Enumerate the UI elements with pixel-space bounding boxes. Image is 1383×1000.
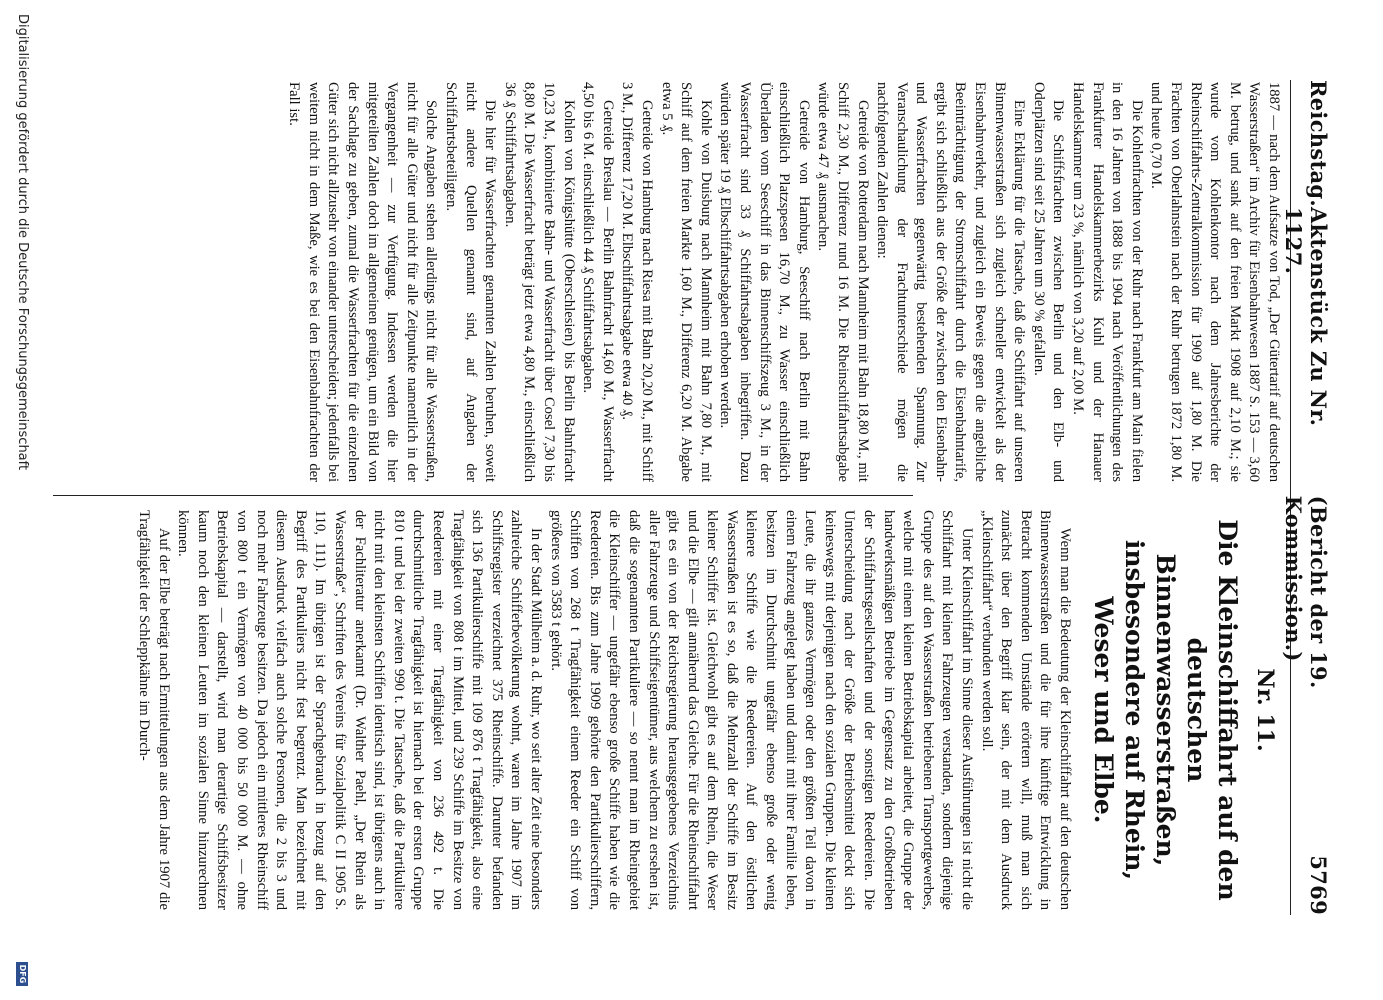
section-number: Nr. 11. bbox=[1252, 668, 1278, 752]
page-number: 5769 bbox=[1306, 855, 1331, 915]
paragraph: Die Kohlenfrachten von der Ruhr nach Frankfurt am Main fielen in den 16 Jahren von 1888 bis 1904 nach Veröffentlichungen des Frankfurter Handelskammerbezirks Kuhl und der Hanauer Handelskammer um 23 %, nämlich von 3,20 auf 2,00 M. bbox=[1070, 82, 1145, 482]
section-title: Die Kleinschiffahrt auf den deutschen Binnenwasserstraßen, insbesondere auf Rhein, Weser und Elbe. bbox=[1089, 519, 1242, 901]
paragraph: Die Schiffsfrachten zwischen Berlin und den Elb- und Oderplätzen sind seit 25 Jahren um 30 % gefallen. bbox=[1030, 82, 1067, 482]
column-divider bbox=[53, 495, 913, 496]
paragraph: Getreide von Hamburg nach Riesa mit Bahn 20,20 M., mit Schiff 3 M., Differenz 17,20 M. Elbschiffahrtsabgabe etwa 40 ₰. bbox=[619, 82, 655, 482]
paragraph: 1887 — nach dem Aufsatze von Tod, „Der Gütertarif auf deutschen Wasserstraßen“ im Archiv für Eisenbahnwesen 1887 S. 153 — 3,60 M. betrug, und sank auf den freien Markt 1908 auf 2,10 M.; sie wurde vom Kohlenkontor nach dem Jahresberichte der Rheinschiffahrts-Zentralkommission für 1909 auf 1,80 M. Die Frachten von Oberlahnstein nach der Ruhr betrugen 1872 1,80 M. und heute 0,70 M. bbox=[1148, 82, 1282, 482]
paragraph: In der Stadt Mülheim a. d. Ruhr, wo seit alter Zeit eine besonders zahlreiche Schifferbevölkerung wohnt, waren im Jahre 1907 im Schiffsregister verzeichnet 375 Rheinschiffe. Darunter befanden sich 136 Partikulierschiffe mit 109 876 t Tragfähigkeit, also eine Tragfähigkeit von 808 t im Mittel, und 239 Schiffe im Besitze von Reedereien mit einer Tragfähigkeit von 236 492 t. Die durchschnittliche Tragfähigkeit ist hiernach bei der ersten Gruppe 810 t und bei der zweiten 990 t. Die Tatsache, daß die Partikuliere nicht mit den kleinsten Schiffen identisch sind, ist übrigens auch in der Fachliteratur anerkannt (Dr. Walther Paehl, „Der Rhein als Wasserstraße“, Schriften des Vereins für Sozialpolitik C II 1905 S. 110, 111). Im übrigen ist der Sprachgebrauch in bezug auf den Begriff des Partikuliers nicht fest begrenzt. Man bezeichnet mit diesem Ausdruck vielfach auch solche Personen, die 2 bis 3 und noch mehr Fahrzeuge besitzen. Da jedoch ein mittleres Rheinschiff von 800 t ein Vermögen von 40 000 bis 50 000 M. — ohne Betriebskapital — darstellt, wird man derartige Schiffsbesitzer kaum noch den kleinen Leuten im sozialen Sinne hinzurechnen können. bbox=[175, 510, 544, 910]
paragraph: Getreide Breslau — Berlin Bahnfracht 14,60 M., Wasserfracht 4,50 bis 6 M. einschließlich 44 ₰ Schiffahrtsabgaben. bbox=[580, 82, 616, 482]
paragraph: Getreide von Hamburg, Seeschiff nach Berlin mit Bahn einschließlich Platzspesen 16,70 M., zu Wasser einschließlich Überladen vom Seeschiff in das Binnenschiffszeug 3 M., in der Wasserfracht sind 33 ₰ Schiffahrtsabgaben inbegriffen. Dazu würden später 19 ₰ Elbschiffahrtsabgaben erhoben werden. bbox=[717, 82, 812, 482]
header-paren: (Bericht der 19. Kommission.) bbox=[1281, 495, 1331, 689]
page-header bbox=[1281, 80, 1331, 915]
paragraph: Solche Angaben stehen allerdings nicht für alle Wasserstraßen, nicht für alle Güter und nicht für alle Zeitpunkte namentlich in der Vergangenheit — zur Verfügung. Indessen werden die hier mitgeteilten Zahlen doch im allgemeinen genügen, um ein Bild von der Sachlage zu geben, zumal die Wasserfrachten für die einzelnen Güter sich nicht allzusehr von einander unterscheiden; jedenfalls bei weitem nicht in dem Maße, wie es bei den Eisenbahnfrachten der Fall ist. bbox=[286, 82, 440, 482]
header-left: Reichstag. bbox=[1306, 80, 1331, 207]
header-center: Aktenstück Zu Nr. 1127. bbox=[1281, 206, 1331, 427]
paragraph: Unter Kleinschiffahrt im Sinne dieser Ausführungen ist nicht die Schiffahrt mit kleinen Fahrzeugen verstanden, sondern diejenige Gruppe des auf den Wasserstraßen betriebenen Transportgewerbes, welche mit einem kleinen Betriebskapital arbeitet, die Gruppe der handwerksmäßigen Betriebe im Gegensatz zu den Großbetrieben der Schiffahrtsgesellschaften und der sonstigen Reedereien. Die Unterscheidung nach der Größe der Betriebsmittel deckt sich keineswegs mit derjenigen nach den sozialen Gruppen. Die kleinen Leute, die ihr ganzes Vermögen oder den größten Teil davon in einem Fahrzeug angelegt haben und damit mit ihrer Familie leben, besitzen im Durchschnitt ungefähr ebenso große oder wenig kleinere Schiffe wie die Reedereien. Auf den östlichen Wasserstraßen ist es so, daß die Mehrzahl der Schiffe im Besitz kleiner Schiffer ist. Gleichwohl gibt es auf dem Rhein, die Weser und die Elbe — gilt annähernd das Gleiche. Für die Rheinschiffahrt gibt es ein von der Reichsregierung herausgegebenes Verzeichnis aller Fahrzeuge und Schiffseigentümer, aus welchem zu ersehen ist, daß die sogenannten Partikuliere — so nennt man im Rheingebiet die Kleinschiffer — ungefähr ebenso große Schiffe haben wie die Reedereien. Bis zum Jahre 1909 gehörte den Partikulierschiffern, Schiffen von 268 t Tragfähigkeit einem Reeder ein Schiff von größeres von 3583 t gehört. bbox=[547, 510, 976, 910]
left-column bbox=[160, 82, 1283, 482]
dfg-logo-icon: DFG bbox=[17, 962, 29, 986]
paragraph: Wenn man die Bedeutung der Kleinschiffahrt auf den deutschen Binnenwasserstraßen und die für ihre künftige Entwicklung in Betracht kommenden Umstände erörtern will, muß man sich zunächst über den Begriff klar sein, der mit dem Ausdruck „Kleinschiffahrt“ verbunden werden soll. bbox=[978, 510, 1073, 910]
paragraph: Kohle von Duisburg nach Mannheim mit Bahn 7,80 M., mit Schiff auf dem freien Markte 1,60 M., Differenz 6,20 M. Abgabe etwa 5 ₰. bbox=[658, 82, 714, 482]
digitization-credit bbox=[0, 0, 45, 1000]
paragraph: Eine Erklärung für die Tatsache, daß die Schiffahrt auf unseren Binnenwasserstraßen sich zugleich schneller entwickelt als der Eisenbahnverkehr, und zugleich ein Beweis gegen die angebliche Beeinträchtigung der Stromschiffahrt durch die Eisenbahntarife, ergibt sich schließlich aus der Größe der zwischen den Eisenbahn- und Wasserfrachten gegenwärtig bestehenden Spannung. Zur Veranschaulichung der Frachtunterschiede mögen die nachfolgenden Zahlen dienen: bbox=[874, 82, 1028, 482]
paragraph: Die hier für Wasserfrachten genannten Zahlen beruhen, soweit nicht andere Quellen genannt sind, auf Angaben der Schiffahrtsbeteiligten. bbox=[443, 82, 499, 482]
paragraph: Kohlen von Königshütte (Oberschlesien) bis Berlin Bahnfracht 10,23 M., kombinierte Bahn- und Wasserfracht über Cosel 7,30 bis 8,80 M. Die Wasserfracht beträgt jetzt etwa 4,80 M., einschließlich 36 ₰ Schiffahrtsabgaben. bbox=[501, 82, 577, 482]
credit-text: Digitalisierung gefördert durch die Deutsche Forschungsgemeinschaft bbox=[15, 14, 30, 471]
paragraph: Auf der Elbe beträgt nach Ermittelungen aus dem Jahre 1907 die Tragfähigkeit der Schleppkähne im Durch- bbox=[136, 510, 172, 910]
paragraph: Getreide von Rotterdam nach Mannheim mit Bahn 18,80 M., mit Schiff 2,30 M., Differenz rund 16 M. Die Rheinschiffahrtsabgabe würde etwa 47 ₰ ausmachen. bbox=[815, 82, 871, 482]
right-column bbox=[136, 510, 1283, 910]
